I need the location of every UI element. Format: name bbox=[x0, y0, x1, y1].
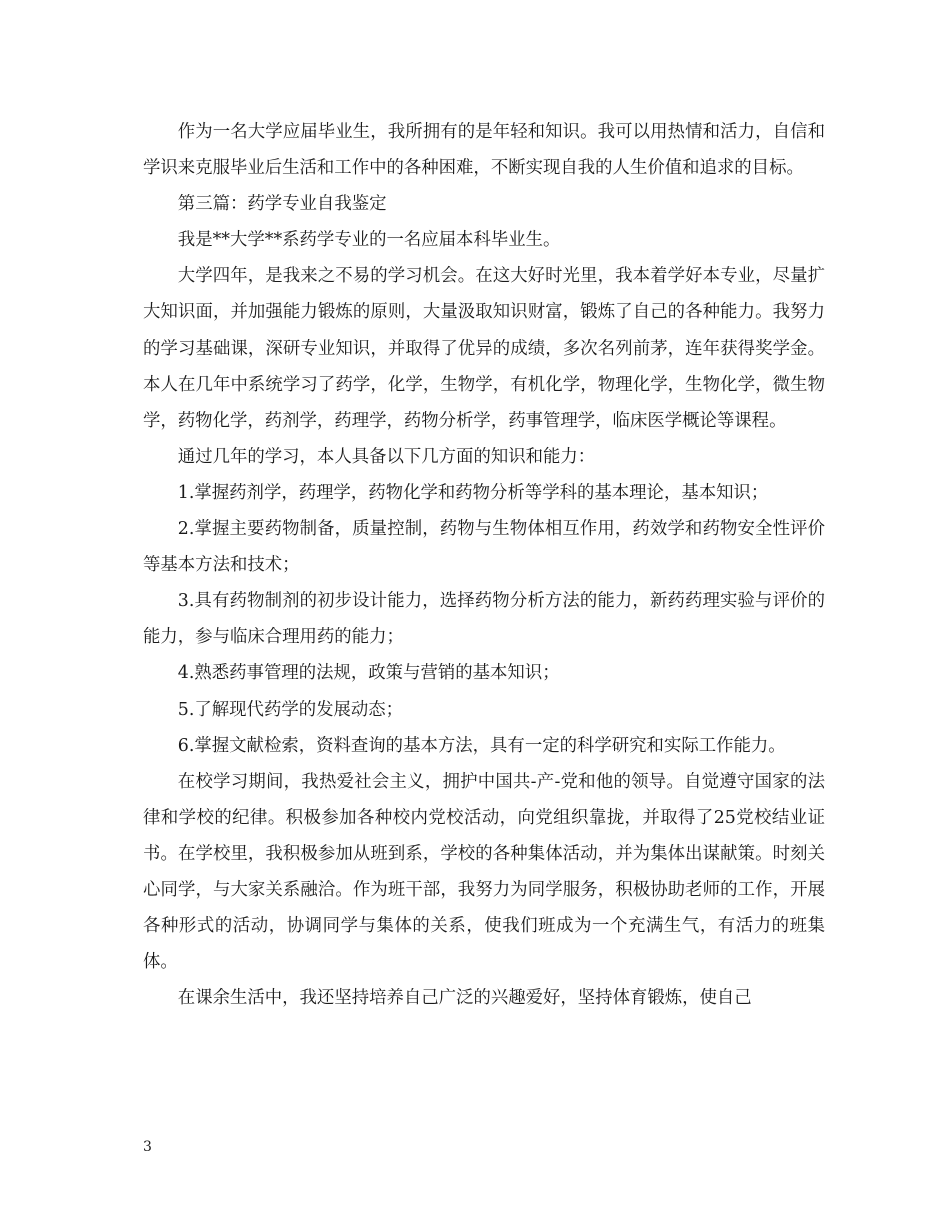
list-item-ability-3: 3.具有药物制剂的初步设计能力，选择药物分析方法的能力，新药药理实验与评价的能力，参与临床合理用药的能力； bbox=[143, 591, 825, 648]
list-item-ability-2: 2.掌握主要药物制备，质量控制，药物与生物体相互作用，药效学和药物安全性评价等基本方法和技术； bbox=[143, 519, 825, 576]
paragraph-abilities-lead: 通过几年的学习，本人具备以下几方面的知识和能力： bbox=[177, 446, 596, 467]
section-heading: 第三篇：药学专业自我鉴定 bbox=[177, 194, 387, 215]
list-item-ability-1: 1.掌握药剂学，药理学，药物化学和药物分析等学科的基本理论，基本知识； bbox=[177, 482, 769, 503]
list-item-ability-5: 5.了解现代药学的发展动态； bbox=[177, 699, 404, 720]
paragraph-intro-conclusion: 作为一名大学应届毕业生，我所拥有的是年轻和知识。我可以用热情和活力，自信和学识来克服毕业后生活和工作中的各种困难，不断实现自我的人生价值和追求的目标。 bbox=[143, 122, 825, 179]
paragraph-self-introduction: 我是**大学**系药学专业的一名应届本科毕业生。 bbox=[177, 230, 561, 251]
list-item-ability-6: 6.掌握文献检索，资料查询的基本方法，具有一定的科学研究和实际工作能力。 bbox=[177, 735, 786, 756]
list-item-ability-4: 4.熟悉药事管理的法规，政策与营销的基本知识； bbox=[177, 663, 560, 684]
paragraph-study-overview: 大学四年，是我来之不易的学习机会。在这大好时光里，我本着学好本专业，尽量扩大知识面，并加强能力锻炼的原则，大量汲取知识财富，锻炼了自己的各种能力。我努力的学习基础课，深研专业知识，并取得了优异的成绩，多次名列前茅，连年获得奖学金。本人在几年中系统学习了药学，化学，生物学，有机化学，物理化学，生物化学，微生物学，药物化学，药剂学，药理学，药物分析学，药事管理学，临床医学概论等课程。 bbox=[143, 266, 825, 431]
document-body bbox=[143, 114, 825, 1016]
page-number: 3 bbox=[143, 1139, 152, 1155]
paragraph-extracurricular: 在课余生活中，我还坚持培养自己广泛的兴趣爱好，坚持体育锻炼，使自己 bbox=[177, 988, 752, 1009]
paragraph-campus-life: 在校学习期间，我热爱社会主义，拥护中国共-产-党和他的领导。自觉遵守国家的法律和学校的纪律。积极参加各种校内党校活动，向党组织靠拢，并取得了25党校结业证书。在学校里，我积极参加从班到系，学校的各种集体活动，并为集体出谋献策。时刻关心同学，与大家关系融洽。作为班干部，我努力为同学服务，积极协助老师的工作，开展各种形式的活动，协调同学与集体的关系，使我们班成为一个充满生气，有活力的班集体。 bbox=[143, 771, 825, 973]
